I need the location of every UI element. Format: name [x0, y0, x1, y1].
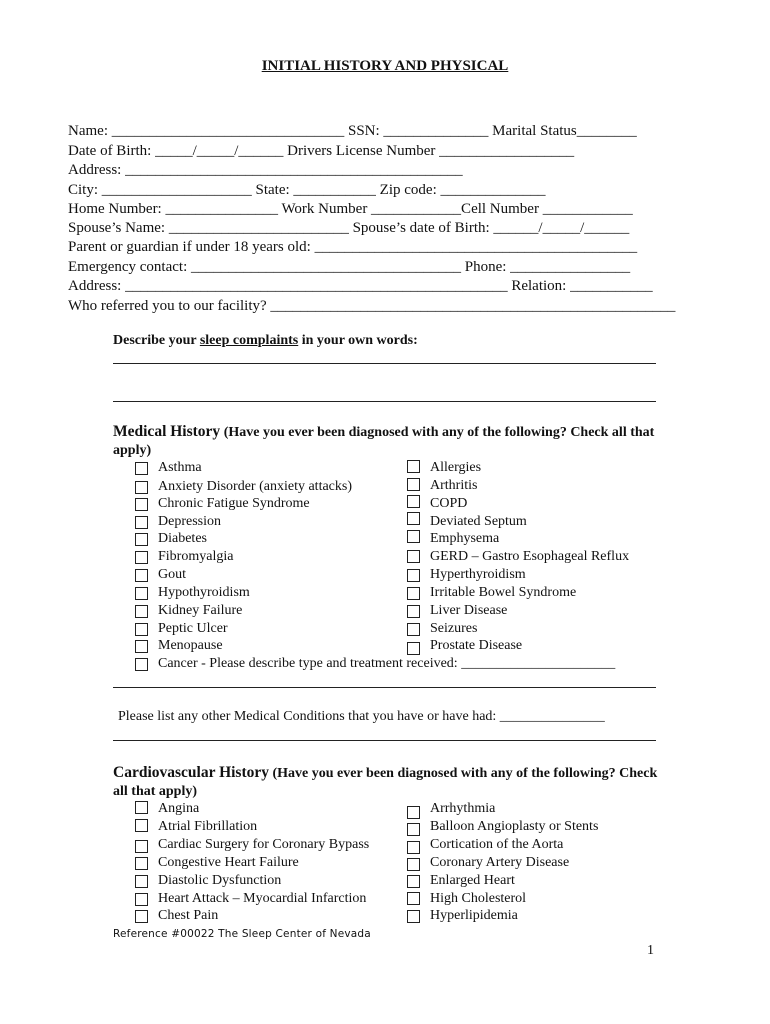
checkbox[interactable] — [135, 840, 148, 853]
checkbox[interactable] — [407, 478, 420, 491]
condition-label: Liver Disease — [430, 603, 508, 618]
condition-label: Kidney Failure — [158, 603, 243, 618]
condition-label: Asthma — [158, 460, 202, 475]
checkbox[interactable] — [407, 512, 420, 525]
checkbox[interactable] — [135, 875, 148, 888]
checkbox[interactable] — [135, 623, 148, 636]
condition-label: Diabetes — [158, 531, 207, 546]
condition-label: Depression — [158, 514, 221, 529]
cancer-answer-line[interactable] — [113, 687, 656, 688]
checkbox[interactable] — [407, 623, 420, 636]
condition-label: Atrial Fibrillation — [158, 819, 258, 834]
sleep-answer-line-1[interactable] — [113, 363, 656, 364]
guardian-field[interactable]: Parent or guardian if under 18 years old: ___________________________________________ — [68, 239, 638, 255]
checkbox[interactable] — [407, 858, 420, 871]
condition-label: Menopause — [158, 638, 223, 653]
referral-field[interactable]: Who referred you to our facility? ______________________________________________________ — [68, 298, 676, 314]
spouse-field[interactable]: Spouse’s Name: ________________________ Spouse’s date of Birth: ______/_____/______ — [68, 220, 630, 236]
other-conditions-line[interactable] — [113, 740, 656, 741]
checkbox[interactable] — [135, 569, 148, 582]
checkbox[interactable] — [135, 551, 148, 564]
cancer-checkbox[interactable] — [135, 658, 148, 671]
emergency-contact-field[interactable]: Emergency contact: ____________________________________ Phone: ________________ — [68, 259, 631, 275]
name-ssn-marital-field[interactable]: Name: _______________________________ SSN: ______________ Marital Status________ — [68, 123, 637, 139]
condition-label: Arrhythmia — [430, 801, 496, 816]
checkbox[interactable] — [135, 481, 148, 494]
checkbox[interactable] — [135, 605, 148, 618]
condition-label: Cardiac Surgery for Coronary Bypass — [158, 837, 370, 852]
page-number: 1 — [647, 943, 654, 958]
condition-label: Fibromyalgia — [158, 549, 234, 564]
checkbox[interactable] — [407, 460, 420, 473]
condition-label: Seizures — [430, 621, 478, 636]
checkbox[interactable] — [407, 892, 420, 905]
checkbox[interactable] — [407, 642, 420, 655]
checkbox[interactable] — [135, 819, 148, 832]
condition-label: Enlarged Heart — [430, 873, 515, 888]
checkbox[interactable] — [135, 462, 148, 475]
condition-label: Peptic Ulcer — [158, 621, 228, 636]
cardiovascular-history-heading: Cardiovascular History (Have you ever been diagnosed with any of the following? Check all that apply) — [113, 764, 658, 799]
checkbox[interactable] — [135, 857, 148, 870]
checkbox[interactable] — [135, 910, 148, 923]
condition-label: Irritable Bowel Syndrome — [430, 585, 577, 600]
checkbox[interactable] — [407, 569, 420, 582]
condition-label: Congestive Heart Failure — [158, 855, 299, 870]
condition-label: COPD — [430, 496, 468, 511]
condition-label: Allergies — [430, 460, 482, 475]
condition-label: Balloon Angioplasty or Stents — [430, 819, 599, 834]
condition-label: Coronary Artery Disease — [430, 855, 570, 870]
checkbox[interactable] — [407, 605, 420, 618]
condition-label: Deviated Septum — [430, 514, 527, 529]
checkbox[interactable] — [407, 495, 420, 508]
condition-label: Prostate Disease — [430, 638, 523, 653]
checkbox[interactable] — [407, 875, 420, 888]
checkbox[interactable] — [135, 801, 148, 814]
condition-label: Hyperlipidemia — [430, 908, 518, 923]
medical-history-heading: Medical History (Have you ever been diagnosed with any of the following? Check all that apply) — [113, 423, 655, 458]
checkbox[interactable] — [407, 530, 420, 543]
reference-footer: Reference #00022 The Sleep Center of Nevada — [113, 928, 371, 940]
checkbox[interactable] — [407, 550, 420, 563]
checkbox[interactable] — [135, 516, 148, 529]
checkbox[interactable] — [407, 806, 420, 819]
checkbox[interactable] — [135, 533, 148, 546]
checkbox[interactable] — [407, 823, 420, 836]
checkbox[interactable] — [135, 640, 148, 653]
sleep-complaints-prompt: Describe your sleep complaints in your own words: — [113, 333, 418, 348]
condition-label: GERD – Gastro Esophageal Reflux — [430, 549, 630, 564]
condition-label: Heart Attack – Myocardial Infarction — [158, 891, 367, 906]
condition-label: Gout — [158, 567, 186, 582]
checkbox[interactable] — [407, 910, 420, 923]
city-state-zip-field[interactable]: City: ____________________ State: ___________ Zip code: ______________ — [68, 182, 546, 198]
condition-label: Diastolic Dysfunction — [158, 873, 282, 888]
sleep-answer-line-2[interactable] — [113, 401, 656, 402]
page-title: INITIAL HISTORY AND PHYSICAL — [261, 58, 509, 74]
checkbox[interactable] — [135, 587, 148, 600]
phone-numbers-field[interactable]: Home Number: _______________ Work Number ____________Cell Number ____________ — [68, 201, 633, 217]
condition-label: Chronic Fatigue Syndrome — [158, 496, 310, 511]
condition-label: Emphysema — [430, 531, 500, 546]
dob-license-field[interactable]: Date of Birth: _____/_____/______ Drivers License Number __________________ — [68, 143, 575, 159]
condition-label: Hypothyroidism — [158, 585, 250, 600]
condition-label: Cortication of the Aorta — [430, 837, 564, 852]
checkbox[interactable] — [407, 587, 420, 600]
condition-label: High Cholesterol — [430, 891, 527, 906]
emergency-address-field[interactable]: Address: ___________________________________________________ Relation: ___________ — [68, 278, 653, 294]
other-conditions-field[interactable]: Please list any other Medical Conditions that you have or have had: _______________ — [118, 709, 605, 724]
address-field[interactable]: Address: _____________________________________________ — [68, 162, 463, 178]
checkbox[interactable] — [135, 893, 148, 906]
cancer-label[interactable]: Cancer - Please describe type and treatment received: ______________________ — [158, 656, 616, 671]
checkbox[interactable] — [407, 841, 420, 854]
condition-label: Anxiety Disorder (anxiety attacks) — [158, 479, 352, 494]
checkbox[interactable] — [135, 498, 148, 511]
condition-label: Chest Pain — [158, 908, 219, 923]
condition-label: Hyperthyroidism — [430, 567, 526, 582]
condition-label: Arthritis — [430, 478, 478, 493]
condition-label: Angina — [158, 801, 200, 816]
